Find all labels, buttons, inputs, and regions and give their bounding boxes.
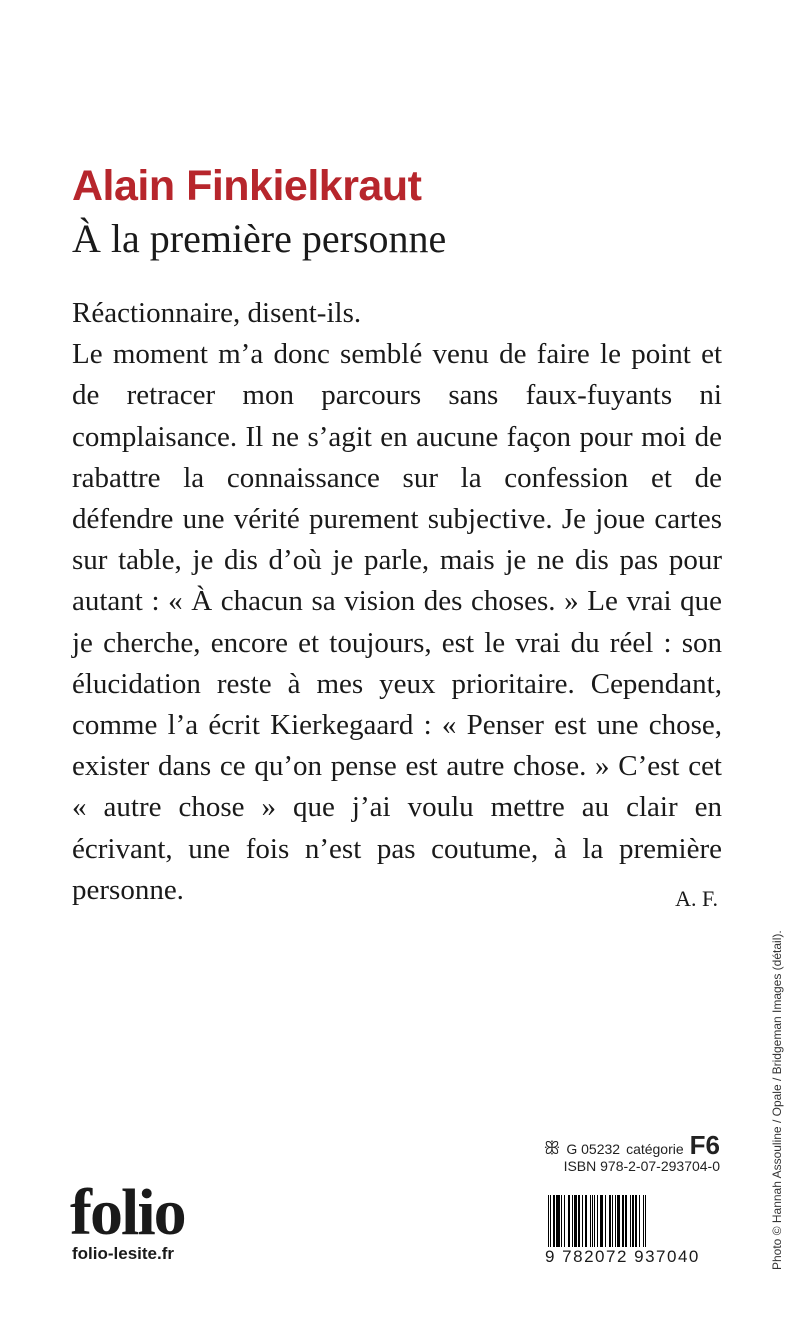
book-title: À la première personne (72, 216, 447, 261)
blurb-signature: A. F. (675, 886, 718, 911)
category-code: F6 (689, 1130, 720, 1160)
folio-logo: folio (70, 1176, 185, 1249)
isbn: ISBN 978-2-07-293704-0 (563, 1158, 720, 1174)
category-label: catégorie (626, 1141, 684, 1157)
author-name: Alain Finkielkraut (72, 162, 422, 210)
barcode-digits: 9 782072 937040 (545, 1247, 700, 1266)
blurb-first-line: Réactionnaire, disent-ils. (72, 297, 362, 329)
category-row (535, 1130, 720, 1158)
publisher-website: folio-lesite.fr (72, 1244, 175, 1263)
publisher-codes (535, 1130, 720, 1180)
barcode (548, 1195, 720, 1247)
barcode-bar (645, 1195, 646, 1247)
blurb-paragraph: Le moment m’a donc semblé venu de faire le point et de retracer mon parcours sans faux-fuyants ni complaisance. Il ne s’agit en aucune façon pour moi de rabattre la connaissance sur la confession et de défendre une vérité purement subjective. Je joue cartes sur table, je dis d’où je parle, mais je ne dis pas pour autant : « À chacun sa vision des choses. » Le vrai que je cherche, encore et toujours, est le vrai du réel : son élucidation reste à mes yeux prioritaire. Cependant, comme l’a écrit Kierkegaard : « Penser est une chose, exister dans ce qu’on pense est autre chose. » C’est cet « autre chose » que j’ai voulu mettre au clair en écrivant, une fois n’est pas coutume, à la première personne. (72, 338, 722, 906)
grey-clover-icon: ꕥ (543, 1138, 561, 1158)
isbn-row (535, 1158, 720, 1180)
back-cover-blurb (72, 293, 722, 911)
product-code: G 05232 (566, 1141, 621, 1157)
photo-credit: Photo © Hannah Assouline / Opale / Bridgeman Images (détail). (770, 930, 784, 1270)
